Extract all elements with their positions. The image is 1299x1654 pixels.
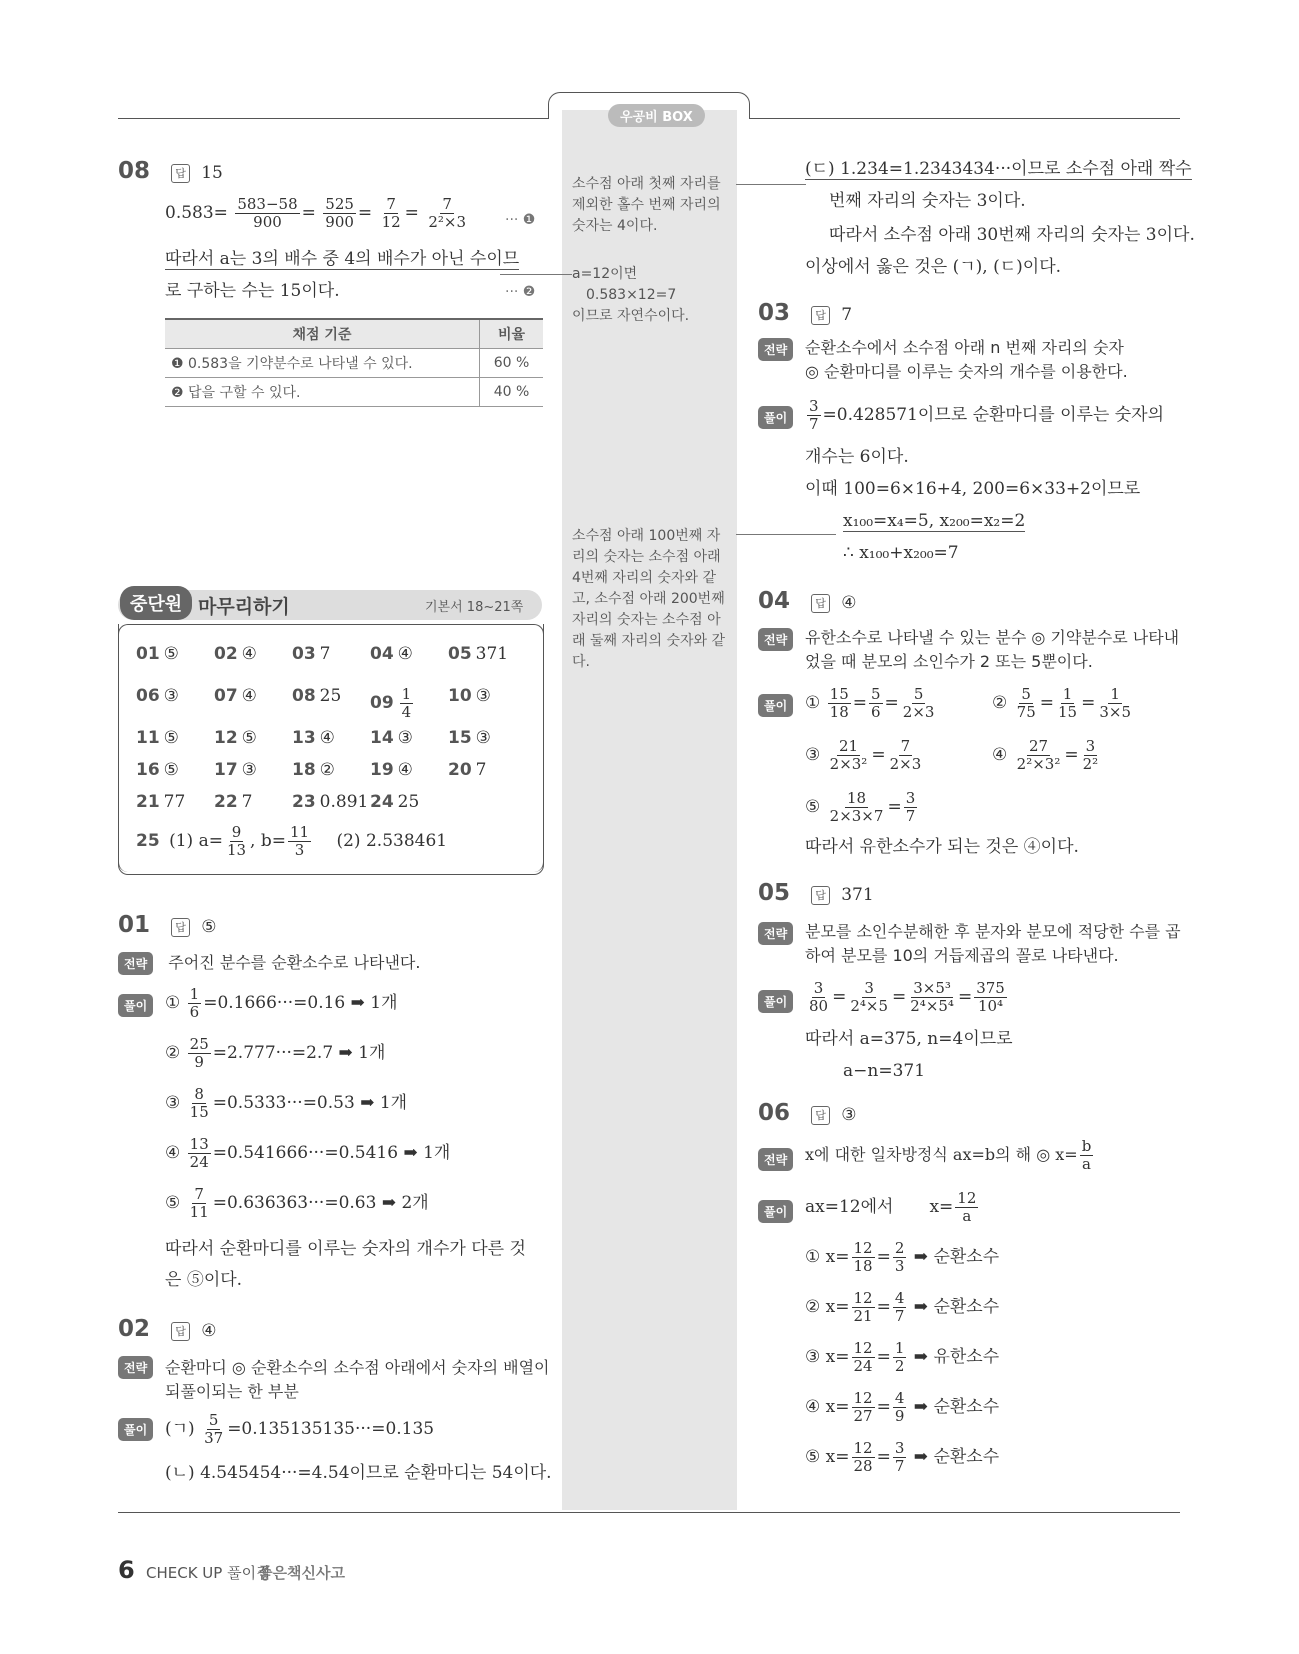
q04-conclusion: 따라서 유한소수가 되는 것은 ④이다.	[805, 837, 1079, 857]
step-marker-2: ··· ❷	[505, 284, 536, 300]
review-answer-item: 19 ④	[370, 760, 413, 780]
sidebar-note-1: 소수점 아래 첫째 자리를 제외한 홀수 번째 자리의 숫자는 4이다.	[572, 176, 721, 234]
review-answer-item: 21 77	[136, 792, 186, 812]
fraction: $\frac{525}{900}$	[325, 195, 354, 231]
q06-item: ② x= $\frac{12}{21}$ = $\frac{4}{7}$ ➡ 순환소수	[805, 1289, 1000, 1325]
q03-strategy-badge: 전략	[758, 338, 793, 361]
q01-item: ④ $\frac{13}{24}$ =0.541666···=0.5416 ➡ 1개	[165, 1135, 451, 1171]
page-number: 6	[118, 1556, 135, 1584]
q08-answer: 15	[201, 163, 223, 183]
answer-icon: 답	[171, 918, 190, 937]
q06-item: ④ x= $\frac{12}{27}$ = $\frac{4}{9}$ ➡ 순환소수	[805, 1389, 1000, 1425]
q03-solution-5: ∴ x₁₀₀+x₂₀₀=7	[843, 543, 959, 563]
q08-header	[118, 158, 223, 184]
q02-header: 02 답 ④	[118, 1316, 217, 1342]
review-answer-item: 06 ③	[136, 686, 179, 706]
review-answer-item: 15 ③	[448, 728, 491, 748]
solution-badge: 풀이	[758, 694, 793, 717]
review-answer-item: 09 $\frac{1}{4}$	[370, 685, 412, 721]
review-answer-item: 18 ②	[292, 760, 335, 780]
q06-item: ③ x= $\frac{12}{24}$ = $\frac{1}{2}$ ➡ 유한소수	[805, 1339, 1000, 1375]
q05-strategy: 분모를 소인수분해한 후 분자와 분모에 적당한 수를 곱 하여 분모를 10의 거듭제곱의 꼴로 나타낸다.	[805, 922, 1181, 965]
fraction: $\frac{7}{12}$	[381, 195, 401, 231]
q08-text-1: 따라서 a는 3의 배수 중 4의 배수가 아닌 수이므	[165, 249, 520, 269]
q05-header: 05 답 371	[758, 880, 874, 906]
review-answer-item: 01 ⑤	[136, 644, 179, 664]
box-label: 우공비 BOX	[608, 104, 705, 127]
fraction: $\frac{7}{\text{2²×3}}$	[428, 195, 466, 231]
fraction: $\frac{3}{7}$	[809, 397, 819, 433]
solution-badge: 풀이	[758, 1200, 793, 1223]
step-marker-1: ··· ❶	[505, 212, 536, 228]
answer-icon: 답	[171, 164, 190, 183]
sidebar-note-2	[572, 264, 730, 327]
review-answer-item: 16 ⑤	[136, 760, 179, 780]
q02-item-c-2: 번째 자리의 숫자는 3이다.	[829, 191, 1026, 211]
fraction: $\frac{583-58}{900}$	[237, 195, 298, 231]
review-answer-item: 22 7	[214, 792, 253, 812]
q02-conclusion: 이상에서 옳은 것은 (ㄱ), (ㄷ)이다.	[805, 257, 1062, 277]
answer-icon: 답	[171, 1322, 190, 1341]
review-ref: 기본서 18~21쪽	[425, 600, 524, 615]
answer-icon: 답	[811, 886, 830, 905]
table-header-ratio: 비율	[480, 319, 544, 349]
review-answer-item: 11 ⑤	[136, 728, 179, 748]
table-row: ❷ 답을 구할 수 있다. 40 %	[165, 378, 543, 407]
review-answer-item: 10 ③	[448, 686, 491, 706]
answer-icon: 답	[811, 1106, 830, 1125]
review-answer-item: 03 7	[292, 644, 331, 664]
solution-badge: 풀이	[758, 990, 793, 1013]
solution-badge: 풀이	[118, 1418, 153, 1441]
note2-line-b: 0.583×12=7	[586, 287, 677, 303]
q04-strategy: 유한소수로 나타낼 수 있는 분수 ◎ 기약분수로 나타내 었을 때 분모의 소인수가 2 또는 5뿐이다.	[805, 628, 1180, 671]
q04-item-5: ⑤ $\frac{18}{2\times 3\times 7}$ = $\frac{3}{7}$	[805, 789, 916, 825]
q01-answer: ⑤	[201, 917, 217, 937]
q01-conclusion: 따라서 순환마디를 이루는 숫자의 개수가 다른 것 은 ⑤이다.	[165, 1239, 526, 1290]
q04-header: 04 답 ④	[758, 588, 857, 614]
q02-item-a: (ㄱ) $\frac{5}{37}$ =0.135135135···=0.135	[165, 1411, 435, 1447]
q02-item-c: (ㄷ) 1.234=1.2343434···이므로 소수점 아래 짝수	[805, 159, 1192, 179]
review-answer-item: 23 0.891	[292, 792, 369, 812]
fraction: $\frac{5}{37}$	[204, 1411, 224, 1447]
q03-solution-1: $\frac{3}{7}$ =0.428571이므로 순환마디를 이루는 숫자의	[809, 397, 1165, 433]
q04-item-3: ③ $\frac{21}{\text{2×3²}}$ = $\frac{7}{2\times 3}$	[805, 737, 922, 773]
review-title: 마무리하기	[198, 596, 290, 618]
footer-book: CHECK UP 풀이집	[146, 1564, 271, 1582]
note2-line-c: 이므로 자연수이다.	[572, 308, 690, 324]
q01-number: 01	[118, 912, 151, 938]
q02-item-c-3: 따라서 소수점 아래 30번째 자리의 숫자는 3이다.	[829, 225, 1195, 245]
review-answer-item: 14 ③	[370, 728, 413, 748]
fraction: $\frac{9}{13}$	[226, 823, 247, 859]
q02-strategy: 전략	[118, 1356, 153, 1379]
q01-item: ② $\frac{25}{9}$ =2.777···=2.7 ➡ 1개	[165, 1035, 386, 1071]
review-answer-item: 08 25	[292, 686, 342, 706]
q01-header	[118, 912, 216, 938]
q03-solution-4: x₁₀₀=x₄=5, x₂₀₀=x₂=2	[843, 511, 1026, 531]
connector-3	[736, 534, 836, 535]
review-answer-item: 07 ④	[214, 686, 257, 706]
q06-header: 06 답 ③	[758, 1100, 857, 1126]
q04-strategy-badge: 전략	[758, 628, 793, 651]
q06-strategy: x에 대한 일차방정식 ax=b의 해 ◎ x= $\frac{b}{a}$	[805, 1137, 1092, 1173]
solution-badge: 풀이	[118, 994, 153, 1017]
q03-solution-3: 이때 100=6×16+4, 200=6×33+2이므로	[805, 479, 1141, 499]
q04-item-2: ② $\frac{5}{75}$ = $\frac{1}{15}$ = $\frac{1}{3\times 5}$	[992, 685, 1131, 721]
review-answer-item: 17 ③	[214, 760, 257, 780]
review-frame-top	[118, 624, 544, 639]
review-answer-item: 02 ④	[214, 644, 257, 664]
q02-item-b: (ㄴ) 4.545454···=4.54이므로 순환마디는 54이다.	[165, 1463, 552, 1483]
review-answer-item: 20 7	[448, 760, 487, 780]
q03-solution-2: 개수는 6이다.	[805, 447, 909, 467]
q08-equation: 0.583= $\frac{583-58}{900}$ = $\frac{525}{900}$ = $\frac{7}{12}$ = $\frac{7}{\text{2²×3}}$	[165, 195, 466, 231]
answer-icon: 답	[811, 594, 830, 613]
q06-item: ① x= $\frac{12}{18}$ = $\frac{2}{3}$ ➡ 순환소수	[805, 1239, 1000, 1275]
q04-item-4: ④ $\frac{27}{\text{2²×3²}}$ = $\frac{3}{\text{2²}}$	[992, 737, 1099, 773]
review-answer-item: 13 ④	[292, 728, 335, 748]
solution-badge: 풀이	[758, 406, 793, 429]
scoring-table	[165, 318, 543, 407]
note2-line-a: a=12이면	[572, 266, 638, 282]
answer-icon: 답	[811, 306, 830, 325]
q05-equation: $\frac{3}{80}$ = $\frac{3}{\text{2⁴×5}}$ = $\frac{\text{3×5³}}{\text{2⁴×5⁴}}$ = $\frac{375}{\text{10⁴}}$	[809, 979, 1005, 1015]
sidebar-note-3: 소수점 아래 100번째 자리의 숫자는 소수점 아래 4번째 자리의 숫자와 같고, 소수점 아래 200번째 자리의 숫자는 소수점 아래 둘째 자리의 숫자와 같다.	[572, 528, 726, 670]
review-answer-item: 24 25	[370, 792, 420, 812]
review-frame-bottom	[118, 860, 544, 875]
strategy-badge: 전략	[118, 952, 153, 975]
review-answer-item: 05 371	[448, 644, 509, 664]
q06-strategy-badge: 전략	[758, 1148, 793, 1171]
q05-solution-2: 따라서 a=375, n=4이므로	[805, 1029, 1013, 1049]
q01-strategy: 전략 주어진 분수를 순환소수로 나타낸다.	[118, 952, 420, 975]
review-tag: 중단원	[120, 586, 192, 620]
q06-solution-1: ax=12에서 x= $\frac{12}{a}$	[805, 1189, 977, 1225]
bottom-rule	[118, 1512, 1180, 1513]
footer-brand: 좋은책신사고	[258, 1564, 345, 1582]
q01-item: ① $\frac{1}{6}$ =0.1666···=0.16 ➡ 1개	[165, 985, 398, 1021]
q03-strategy: 순환소수에서 소수점 아래 n 번째 자리의 숫자 ◎ 순환마디를 이루는 숫자의 개수를 이용한다.	[805, 338, 1128, 381]
q08-number: 08	[118, 158, 151, 184]
table-row: ❶ 0.583을 기약분수로 나타낼 수 있다. 60 %	[165, 349, 543, 378]
review-answer-item: 04 ④	[370, 644, 413, 664]
eq-lhs: 0.583=	[165, 203, 228, 223]
table-header-criteria: 채점 기준	[165, 319, 480, 349]
q05-solution-3: a−n=371	[843, 1061, 926, 1081]
review-last: 25 (1) a= $\frac{9}{13}$ , b= $\frac{11}{3}$ (2) 2.538461	[136, 823, 448, 859]
q05-strategy-badge: 전략	[758, 922, 793, 945]
q02-strategy-text: 순환마디 ◎ 순환소수의 소수점 아래에서 숫자의 배열이 되풀이되는 한 부분	[165, 1358, 550, 1401]
q08-text-2: 로 구하는 수는 15이다.	[165, 281, 340, 301]
fraction: $\frac{11}{3}$	[289, 823, 310, 859]
connector-2	[500, 274, 572, 275]
q04-item-1: ① $\frac{15}{18}$ = $\frac{5}{6}$ = $\frac{5}{2\times 3}$	[805, 685, 935, 721]
connector-1	[736, 184, 806, 185]
q03-header: 03 답 7	[758, 300, 853, 326]
q01-item: ⑤ $\frac{7}{11}$ =0.636363···=0.63 ➡ 2개	[165, 1185, 429, 1221]
review-answer-item: 12 ⑤	[214, 728, 257, 748]
q06-item: ⑤ x= $\frac{12}{28}$ = $\frac{3}{7}$ ➡ 순환소수	[805, 1439, 1000, 1475]
q01-item: ③ $\frac{8}{15}$ =0.5333···=0.53 ➡ 1개	[165, 1085, 408, 1121]
